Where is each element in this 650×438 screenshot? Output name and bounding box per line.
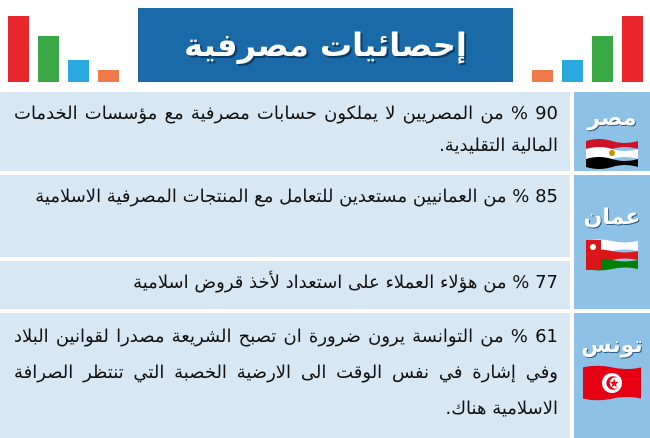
stat-text: 61 % من التوانسة يرون ضرورة ان تصبح الشريعة مصدرا لقوانين البلاد وفي إشارة في نفس الوقت الى الارضية الخصبة التي تنتظر الصرافة الاسلامية هناك. [14, 326, 558, 419]
title-banner [138, 8, 513, 82]
decorative-bars-left [8, 0, 128, 82]
bar-blue [68, 60, 89, 82]
stat-row-tunisia [0, 313, 570, 438]
bar-green [592, 36, 613, 82]
page-title: إحصائيات مصرفية [184, 26, 467, 64]
country-panel-oman [574, 175, 650, 309]
bar-red [8, 16, 29, 82]
stat-text: 85 % من العمانيين مستعدين للتعامل مع المنتجات المصرفية الاسلامية [35, 186, 558, 207]
bar-red [622, 16, 643, 82]
decorative-bars-right [522, 0, 642, 82]
bar-green [38, 36, 59, 82]
bar-blue [562, 60, 583, 82]
stat-row-oman-1 [0, 175, 570, 257]
egypt-flag-icon [586, 137, 638, 171]
country-name: تونس [581, 333, 643, 358]
stat-row-egypt [0, 92, 570, 171]
country-name: عمان [583, 205, 641, 230]
oman-flag-icon [586, 238, 638, 272]
country-name: مصر [587, 106, 637, 131]
stat-row-oman-2 [0, 261, 570, 309]
tunisia-flag-icon [583, 364, 641, 402]
country-panel-tunisia [574, 313, 650, 438]
country-panel-egypt [574, 92, 650, 171]
bar-orange [532, 70, 553, 82]
stat-text: 77 % من هؤلاء العملاء على استعداد لأخذ قروض اسلامية [133, 272, 558, 293]
bar-orange [98, 70, 119, 82]
stat-text: 90 % من المصريين لا يملكون حسابات مصرفية مع مؤسسات الخدمات المالية التقليدية. [14, 103, 558, 156]
